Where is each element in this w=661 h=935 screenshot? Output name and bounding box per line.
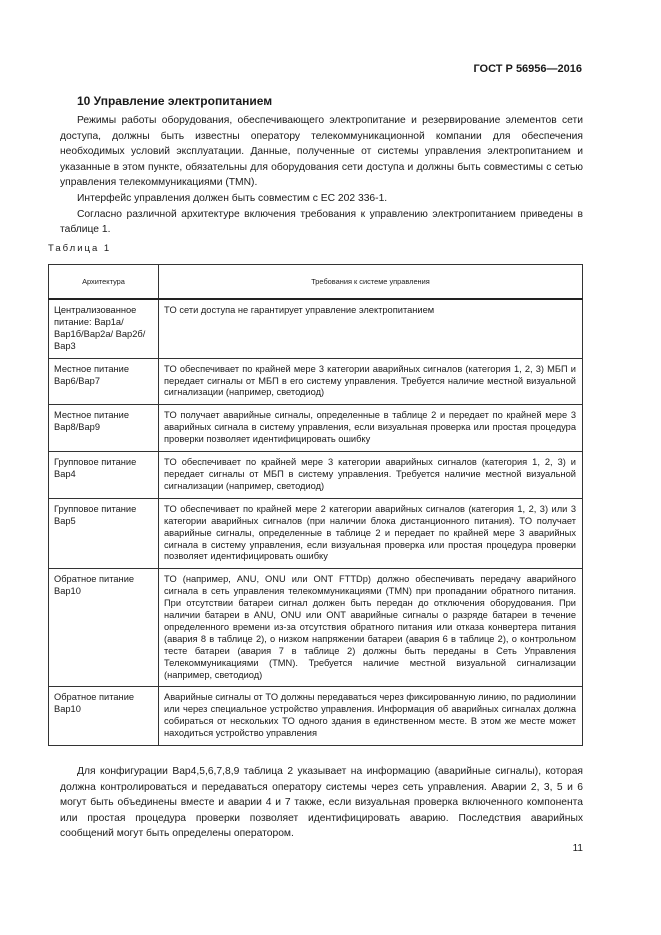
requirement-cell: TO обеспечивает по крайней мере 2 категории аварийных сигналов (категория 1, 2, 3) или 3 категории аварийных сигналов (при наличии блока дистанционного питания). TO получает аварийные сигналы, определенные в таблице 2 и передает по крайней мере 3 аварийных сигнала в систему управления, если визуальная проверка или простая процедура проверки позволяет идентифицировать ошибку: [159, 498, 583, 569]
table-row: [49, 358, 583, 405]
requirement-cell: Аварийные сигналы от TO должны передаваться через фиксированную линию, по радиолинии или через специальное устройство управления. Информация об аварийных сигналах должна собираться от нескольких TO одного здания в единственном месте. В этом же месте может находиться устройство управления: [159, 687, 583, 746]
table-row: [49, 498, 583, 569]
standard-number: ГОСТ Р 56956—2016: [473, 63, 582, 75]
architecture-cell: Обратное питание Вар10: [49, 569, 159, 687]
section-title: 10 Управление электропитанием: [77, 94, 273, 108]
architecture-cell: Обратное питание Вар10: [49, 687, 159, 746]
table-row: [49, 569, 583, 687]
table-row: [49, 452, 583, 499]
column-header-architecture: Архитектура: [49, 265, 159, 300]
architecture-cell: Групповое питание Вар5: [49, 498, 159, 569]
requirement-cell: TO обеспечивает по крайней мере 3 категории аварийных сигналов (категория 1, 2, 3) МБП и передает сигналы от МБП в его систему управления. Требуется наличие местной визуальной сигнализации (например, светодиод): [159, 358, 583, 405]
architecture-cell: Групповое питание Вар4: [49, 452, 159, 499]
architecture-cell: Местное питание Вар6/Вар7: [49, 358, 159, 405]
column-header-requirements: Требования к системе управления: [159, 265, 583, 300]
closing-paragraph: Для конфигурации Вар4,5,6,7,8,9 таблица 2 указывает на информацию (аварийные сигналы), которая должна контролироваться и передаваться оператору системы через сеть управления. Аварии 2, 3, 5 и 6 могут быть объединены вместе и аварии 4 и 7 также, если визуальная проверка включенного компонента или простая процедура проверки позволяет идентифицировать аварию. Последствия аварийных сообщений могут быть определены оператором.: [60, 766, 583, 840]
requirement-cell: TO обеспечивает по крайней мере 3 категории аварийных сигналов (категория 1, 2, 3) и передает сигналы от МБП в систему управления. Требуется наличие местной визуальной сигнализации (например, светодиод): [159, 452, 583, 499]
intro-text: [60, 113, 583, 238]
requirements-table: [48, 264, 583, 746]
closing-text: [60, 764, 583, 842]
table-row: [49, 405, 583, 452]
intro-paragraph: Режимы работы оборудования, обеспечивающего электропитание и резервирование элементов сети доступа, должны быть известны оператору телекоммуникационной компании для обеспечения необходимых условий эксплуатации. Данные, полученные от системы управления электропитанием и указанные в этом пункте, обязательны для оборудования сети доступа и должны быть совместимы с сетью управления телекоммуникациями (TMN).: [60, 115, 583, 189]
table-row: [49, 299, 583, 358]
requirement-cell: TO (например, ANU, ONU или ONT FTTDp) должно обеспечивать передачу аварийного сигнала в сеть управления телекоммуникациями (TMN) при пропадании обратного питания. При отсутствии батареи сигнал должен быть передан до отключения оборудования. При наличии батареи в ANU, ONU или ONT аварийные сигналы о разряде батареи в течение определенного времени из-за отсутствия обратного питания или отказа конвертера питания (авария 8 в таблице 2), о низком напряжении батареи (авария 6 в таблице 2), о контрольном тесте батареи (авария 7 в таблице 2) должны быть переданы в Сеть Управления Телекоммуникациями (TMN). Требуется наличие местной визуальной сигнализации (например, светодиод): [159, 569, 583, 687]
architecture-cell: Централизованное питание: Вар1а/Вар1б/Вар2а/ Вар2б/Вар3: [49, 299, 159, 358]
page-number: 11: [572, 843, 583, 854]
requirement-cell: TO получает аварийные сигналы, определенные в таблице 2 и передает по крайней мере 3 аварийных сигнала в систему управления, если визуальная проверка или простая процедура проверки позволяет идентифицировать ошибку: [159, 405, 583, 452]
intro-paragraph: Согласно различной архитектуре включения требования к управлению электропитанием приведены в таблице 1.: [60, 208, 583, 236]
architecture-cell: Местное питание Вар8/Вар9: [49, 405, 159, 452]
intro-paragraph: Интерфейс управления должен быть совместим с ЕС 202 336-1.: [77, 192, 388, 204]
requirement-cell: TO сети доступа не гарантирует управление электропитанием: [159, 299, 583, 358]
table-label: Таблица 1: [48, 243, 112, 254]
table-row: [49, 687, 583, 746]
table-header-row: [49, 265, 583, 300]
